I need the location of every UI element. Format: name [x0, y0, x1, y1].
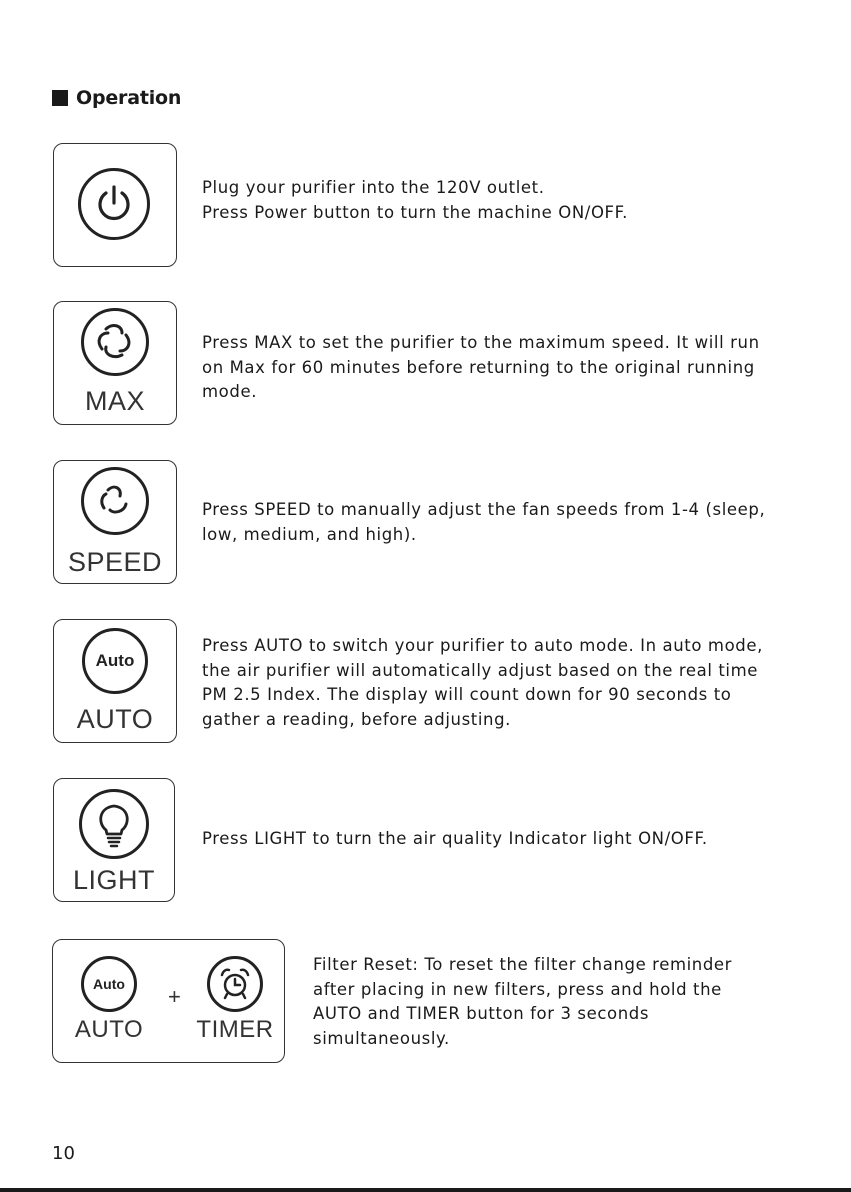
power-line-1: Plug your purifier into the 120V outlet.: [202, 178, 545, 197]
max-description: [202, 331, 822, 405]
section-heading: [52, 86, 181, 110]
auto-button-illustration: [53, 619, 177, 743]
speed-fan-icon: [81, 467, 149, 535]
light-description: [202, 827, 822, 852]
power-icon: [78, 168, 150, 240]
auto-line-1: Press AUTO to switch your purifier to auto mode. In auto mode,: [202, 636, 763, 655]
speed-label: SPEED: [67, 547, 163, 577]
lightbulb-icon: [79, 789, 149, 859]
auto-icon: [81, 956, 137, 1012]
auto-line-2: the air purifier will automatically adjust based on the real time: [202, 660, 759, 680]
power-button-illustration: [53, 143, 177, 267]
plus-sign: +: [168, 984, 181, 1009]
section-title: Operation: [76, 87, 182, 109]
filter-auto-icon-text: Auto: [93, 976, 125, 992]
alarm-clock-icon: [207, 956, 263, 1012]
auto-icon: [82, 628, 148, 694]
heading-square-icon: [52, 90, 68, 106]
light-button-illustration: [53, 778, 175, 902]
max-line-1: Press MAX to set the purifier to the maximum speed. It will run: [202, 333, 760, 352]
auto-description: [202, 634, 822, 732]
filter-line-1: Filter Reset: To reset the filter change reminder: [313, 955, 733, 974]
filter-line-4: simultaneously.: [313, 1028, 450, 1048]
filter-line-3: AUTO and TIMER button for 3 seconds: [313, 1004, 650, 1023]
light-line-1: Press LIGHT to turn the air quality Indicator light ON/OFF.: [202, 829, 708, 848]
max-button-illustration: [53, 301, 177, 425]
bottom-rule: [0, 1188, 851, 1192]
power-line-2: Press Power button to turn the machine ON/OFF.: [202, 202, 628, 222]
max-label: MAX: [84, 386, 145, 416]
filter-reset-description: [313, 953, 813, 1051]
speed-button-illustration: [53, 460, 177, 584]
power-description: [202, 176, 822, 225]
auto-label: AUTO: [76, 704, 154, 734]
speed-line-1: Press SPEED to manually adjust the fan speeds from 1-4 (sleep,: [202, 500, 766, 519]
speed-line-2: low, medium, and high).: [202, 524, 417, 544]
auto-line-3: PM 2.5 Index. The display will count down for 90 seconds to: [202, 685, 732, 704]
filter-line-2: after placing in new filters, press and hold the: [313, 979, 722, 999]
max-line-3: mode.: [202, 382, 258, 401]
page-number: 10: [52, 1143, 75, 1164]
light-label: LIGHT: [72, 865, 155, 895]
auto-icon-text: Auto: [95, 651, 135, 670]
filter-reset-illustration: [52, 939, 285, 1063]
max-fan-icon: [81, 308, 149, 376]
speed-description: [202, 498, 822, 547]
max-line-2: on Max for 60 minutes before returning to the original running: [202, 357, 755, 377]
timer-label: TIMER: [196, 1016, 274, 1043]
filter-auto-label: AUTO: [74, 1016, 144, 1043]
auto-line-4: gather a reading, before adjusting.: [202, 709, 512, 729]
